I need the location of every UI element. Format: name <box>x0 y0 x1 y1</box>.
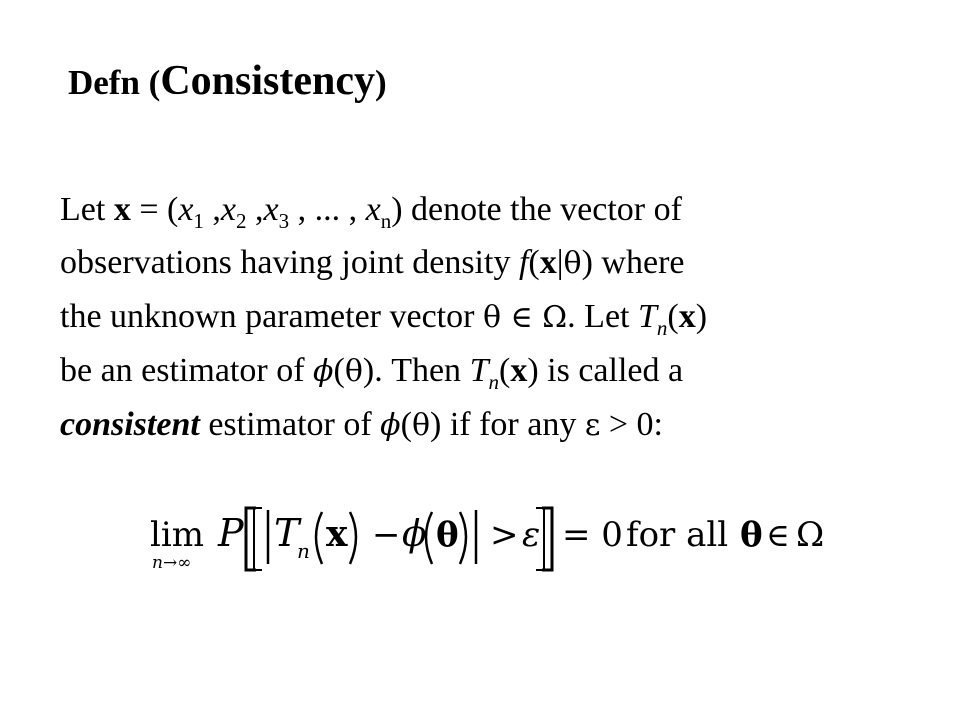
var-T: T <box>274 511 300 555</box>
equals-zero: = 0 <box>562 515 623 555</box>
vector-x: x <box>113 191 131 228</box>
var-x: x <box>220 191 236 228</box>
text: ) denote the vector of <box>391 191 682 228</box>
subscript: 3 <box>278 209 290 233</box>
text: estimator of <box>199 406 381 443</box>
omega-symbol: Ω <box>796 515 825 555</box>
slide-title <box>68 60 387 102</box>
text: . Let <box>567 298 638 335</box>
text: be an estimator of <box>60 352 314 389</box>
subscript: 2 <box>236 209 247 233</box>
text: the unknown parameter vector <box>60 298 483 335</box>
element-of-symbol: ∈ <box>501 300 543 335</box>
paren-right <box>350 512 356 564</box>
definition-text <box>60 183 920 452</box>
text: , <box>203 191 221 228</box>
phi-symbol: ϕ <box>402 514 427 555</box>
prob-P: P <box>218 511 244 555</box>
paren-left <box>426 512 432 564</box>
vector-x: x <box>326 513 348 555</box>
minus-sign: − <box>372 515 401 555</box>
text: ( <box>498 352 511 389</box>
text: | <box>556 244 564 281</box>
theta-symbol: θ <box>482 300 502 335</box>
omega-symbol: Ω <box>542 300 568 335</box>
definition-line-4 <box>60 344 920 398</box>
text: ( <box>400 406 412 443</box>
title-word: Consistency <box>160 58 376 104</box>
var-x: x <box>263 191 279 228</box>
text: , ... , <box>289 191 366 228</box>
left-bracket-inner <box>254 508 262 570</box>
phi-symbol: ϕ <box>313 354 334 389</box>
lim-text: lim <box>150 515 204 555</box>
var-x: x <box>178 191 194 228</box>
text: Let <box>60 191 114 228</box>
text: > 0: <box>600 406 663 443</box>
subscript-n: n <box>297 539 310 563</box>
title-suffix: ) <box>375 63 387 102</box>
theta-symbol: θ <box>344 354 363 389</box>
definition-line-3 <box>60 290 920 344</box>
var-T: T <box>637 298 657 335</box>
text: , <box>246 191 264 228</box>
definition-line-1 <box>60 183 920 236</box>
subscript: 1 <box>193 209 204 233</box>
paren-left <box>316 512 322 564</box>
theta-bold: θ <box>740 515 763 555</box>
var-T: T <box>469 352 489 389</box>
text: ( <box>333 352 345 389</box>
greater-than: > <box>490 515 519 555</box>
text: ) where <box>581 244 685 281</box>
var-x: x <box>365 191 381 228</box>
limit-formula <box>150 500 850 580</box>
term-consistent: consistent <box>60 406 200 443</box>
text: ) is called a <box>527 352 684 389</box>
text: ) <box>695 298 708 335</box>
vector-x: x <box>678 298 696 335</box>
epsilon-symbol: ε <box>584 408 601 443</box>
epsilon-symbol: ε <box>522 515 541 555</box>
subscript: n <box>656 316 668 340</box>
var-f: f <box>518 244 529 281</box>
text: observations having joint density <box>60 244 519 281</box>
vector-x: x <box>510 352 528 389</box>
text: ( <box>528 244 540 281</box>
text: ( <box>667 298 679 335</box>
lim-subscript: n→∞ <box>152 553 192 573</box>
text: = ( <box>130 191 179 228</box>
vector-x: x <box>539 244 557 281</box>
phi-symbol: ϕ <box>380 408 401 443</box>
for-all-text: for all <box>626 515 729 555</box>
subscript: n <box>488 370 499 394</box>
subscript: n <box>380 209 392 233</box>
paren-right <box>460 512 466 564</box>
definition-line-5 <box>60 398 920 452</box>
title-prefix: Defn ( <box>68 63 161 102</box>
text: ) if for any <box>430 406 585 443</box>
theta-symbol: θ <box>411 408 430 443</box>
text: ). Then <box>362 352 470 389</box>
formula-svg <box>150 500 850 580</box>
definition-line-2 <box>60 236 920 290</box>
element-of-symbol: ∈ <box>766 516 790 554</box>
theta-symbol: θ <box>563 246 582 281</box>
theta-bold: θ <box>436 515 459 555</box>
